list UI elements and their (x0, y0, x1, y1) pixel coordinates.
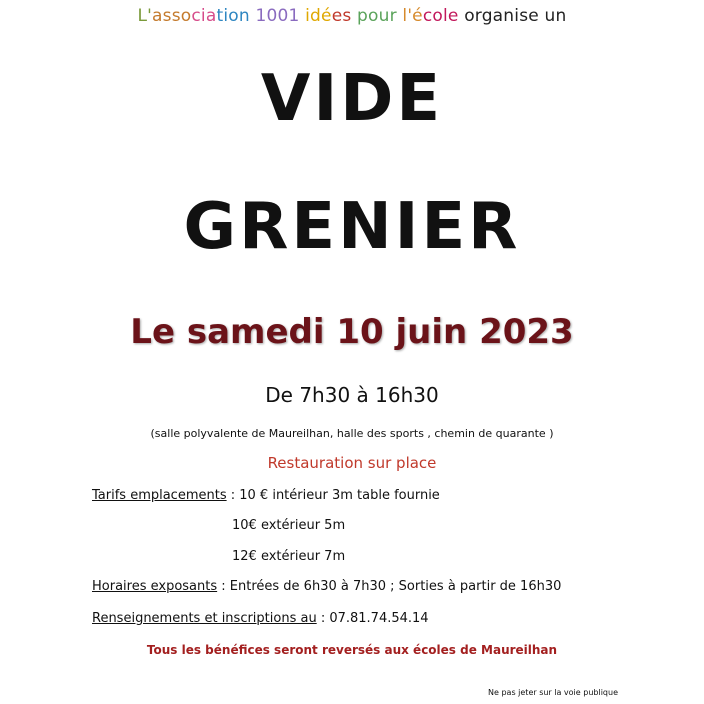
intro-word: l'é (402, 6, 423, 26)
renseignements-text: : 07.81.74.54.14 (316, 611, 429, 626)
event-date: Le samedi 10 juin 2023 (130, 312, 574, 352)
benefices-note: Tous les bénéfices seront reversés aux écoles de Maureilhan (146, 643, 558, 657)
horaires-label: Horaires exposants (92, 579, 218, 594)
intro-word: organise un (464, 6, 567, 26)
intro-word: cole (422, 6, 465, 26)
event-venue: (salle polyvalente de Maureilhan, halle des sports , chemin de quarante ) (150, 427, 554, 440)
intro-word: asso (152, 6, 192, 26)
restauration-note: Restauration sur place (267, 454, 437, 472)
title-line-2: GRENIER (183, 190, 521, 264)
title-line-1: VIDE (260, 62, 444, 136)
horaires-row (92, 579, 561, 594)
intro-word: idé (305, 6, 332, 26)
intro-line (0, 6, 704, 26)
tarifs-line-2: 10€ extérieur 5m (232, 518, 346, 533)
tarifs-line-3: 12€ extérieur 7m (232, 549, 346, 564)
intro-word: es (331, 6, 358, 26)
intro-word: tion (216, 6, 256, 26)
tarifs-row-1 (92, 488, 440, 503)
intro-word: pour (357, 6, 403, 26)
footer-note: Ne pas jeter sur la voie publique (488, 688, 618, 697)
renseignements-label: Renseignements et inscriptions au (92, 611, 317, 626)
tarifs-line-1: : 10 € intérieur 3m table fournie (226, 488, 440, 503)
horaires-text: : Entrées de 6h30 à 7h30 ; Sorties à partir de 16h30 (217, 579, 562, 594)
intro-word: 1001 (255, 6, 306, 26)
renseignements-row (92, 611, 429, 626)
event-hours: De 7h30 à 16h30 (265, 383, 439, 407)
intro-word: cia (191, 6, 217, 26)
intro-word: L' (137, 6, 153, 26)
tarifs-label: Tarifs emplacements (92, 488, 227, 503)
